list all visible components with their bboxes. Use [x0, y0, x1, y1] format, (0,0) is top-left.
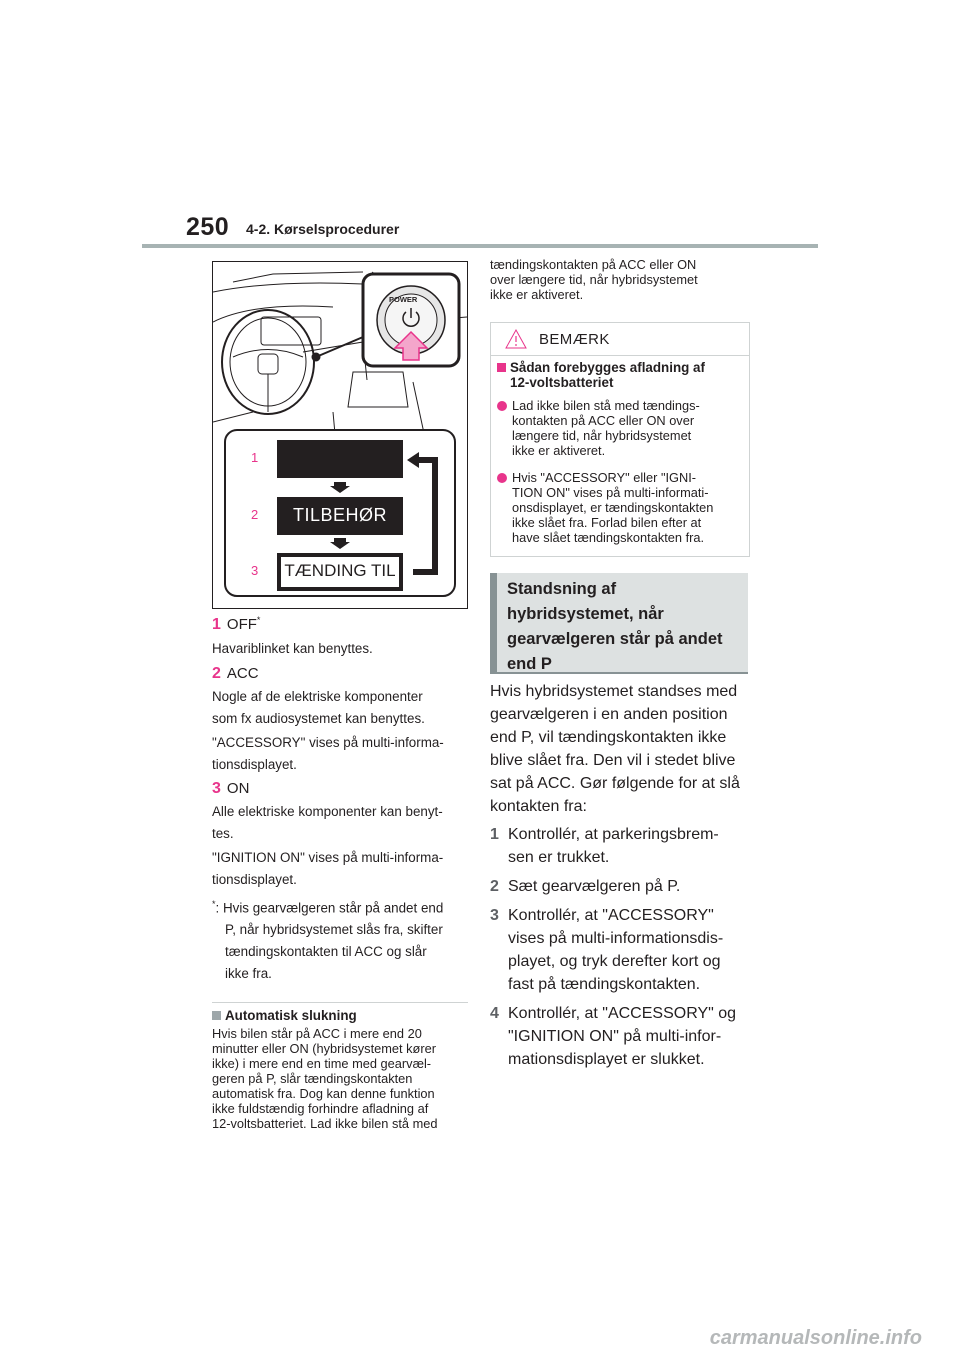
notice-label: BEMÆRK	[539, 330, 610, 348]
intro-line: gearvælgeren i en anden position	[490, 706, 728, 723]
mode-desc-line: Alle elektriske komponenter kan benyt-	[212, 804, 443, 819]
section-heading-text	[497, 573, 748, 681]
mode-desc-line: "IGNITION ON" vises på multi-informa-	[212, 850, 444, 865]
mode-desc-line: tes.	[212, 826, 234, 841]
auto-off-line: over længere tid, når hybridsystemet	[490, 272, 698, 287]
footnote-line: P, når hybridsystemet slås fra, skifter	[225, 922, 443, 938]
mode-desc-line: "ACCESSORY" vises på multi-informa-	[212, 735, 444, 750]
square-bullet-icon	[497, 363, 506, 372]
modes-list	[212, 615, 470, 1131]
footnote-line: ikke fra.	[225, 966, 272, 982]
notice-box	[490, 322, 750, 557]
heading-line: gearvælgeren står på andet	[507, 630, 723, 648]
footnote	[212, 894, 470, 984]
heading-line: hybridsystemet, når	[507, 605, 664, 623]
intro-line: Hvis hybridsystemet standses med	[490, 683, 738, 700]
mode-number: 1	[212, 616, 221, 633]
intro-line: blive slået fra. Den vil i stedet blive	[490, 752, 736, 769]
step-line: Kontrollér, at "ACCESSORY"	[508, 907, 714, 924]
notice-subtitle	[497, 360, 741, 390]
step-line: mationsdisplayet er slukket.	[508, 1051, 705, 1068]
notice-subtitle-line: 12-voltsbatteriet	[510, 375, 614, 390]
auto-off-line: tændingskontakten på ACC eller ON	[490, 257, 697, 272]
bullet-dot-icon	[497, 473, 507, 483]
step-item	[490, 823, 755, 869]
step-number: 4	[490, 1005, 499, 1022]
mode-label-ignition: TÆNDING TIL	[284, 561, 396, 580]
footer-watermark[interactable]: carmanualsonline.info	[709, 1327, 922, 1349]
footnote-marker: *	[212, 899, 216, 909]
auto-off-line: ikke) i mere end en time med gearvæl-	[212, 1056, 432, 1072]
step-number: 1	[490, 826, 499, 843]
mode-desc-line: tionsdisplayet.	[212, 872, 297, 887]
mode-number-2: 2	[251, 507, 259, 522]
intro-line: sat på ACC. Gør følgende for at slå	[490, 775, 740, 792]
mode-item-off	[212, 615, 470, 634]
notice-line: have slået tændingskontakten fra.	[512, 530, 705, 545]
intro-line: kontakten fra:	[490, 798, 587, 815]
power-label: POWER	[389, 295, 418, 304]
mode-desc-line: Nogle af de elektriske komponenter	[212, 689, 423, 704]
notice-line: ikke er aktiveret.	[512, 443, 606, 458]
step-item	[490, 875, 755, 898]
heading-line: Standsning af	[507, 580, 617, 598]
page-number: 250	[186, 213, 230, 241]
notice-line: Lad ikke bilen stå med tændings-	[512, 398, 700, 413]
square-bullet-icon	[212, 1011, 221, 1020]
section-title: 4-2. Kørselsprocedurer	[246, 221, 400, 237]
step-line: sen er trukket.	[508, 849, 610, 866]
stop-section-body	[490, 680, 755, 1071]
mode-title: ON	[226, 780, 250, 797]
mode-title: ACC	[226, 665, 259, 682]
footnote-line: tændingskontakten til ACC og slår	[225, 944, 427, 960]
dashboard-drawing	[213, 262, 467, 608]
step-line: Sæt gearvælgeren på P.	[508, 878, 681, 895]
notice-line: Hvis "ACCESSORY" eller "IGNI-	[512, 470, 697, 485]
warning-triangle-icon	[505, 329, 527, 349]
step-line: Kontrollér, at "ACCESSORY" og	[508, 1005, 737, 1022]
auto-off-title	[212, 1008, 470, 1023]
footnote-line: : Hvis gearvælgeren står på andet end	[215, 900, 444, 916]
notice-header	[491, 323, 749, 356]
mode-number: 2	[212, 665, 221, 682]
notice-line: TION ON" vises på multi-informati-	[512, 485, 709, 500]
step-line: playet, og tryk derefter kort og	[508, 953, 721, 970]
notice-subtitle-line: Sådan forebygges afladning af	[510, 360, 705, 375]
mode-item-on	[212, 780, 470, 798]
auto-off-body	[212, 1026, 470, 1131]
mode-number: 3	[212, 780, 221, 797]
mode-title: OFF	[226, 616, 257, 633]
intro-paragraph	[490, 680, 755, 818]
step-item	[490, 1002, 755, 1071]
divider	[212, 1002, 468, 1003]
notice-bullet	[497, 470, 741, 545]
notice-line: længere tid, når hybridsystemet	[512, 428, 692, 443]
auto-off-title-text: Automatisk slukning	[225, 1008, 357, 1024]
step-line: fast på tændingskontakten.	[508, 976, 701, 993]
bullet-dot-icon	[497, 401, 507, 411]
auto-off-line: automatisk fra. Dog kan denne funktion	[212, 1086, 435, 1102]
mode-label-accessory: TILBEHØR	[292, 505, 388, 525]
step-number: 3	[490, 907, 499, 924]
header-rule	[142, 244, 818, 248]
step-line: Kontrollér, at parkeringsbrem-	[508, 826, 719, 843]
auto-off-line: Hvis bilen står på ACC i mere end 20	[212, 1026, 422, 1042]
notice-line: ikke slået fra. Forlad bilen efter at	[512, 515, 702, 530]
step-line: "IGNITION ON" på multi-infor-	[508, 1028, 722, 1045]
notice-line: kontakten på ACC eller ON over	[512, 413, 695, 428]
notice-bullet	[497, 398, 741, 458]
step-item	[490, 904, 755, 996]
mode-number-3: 3	[251, 563, 259, 578]
mode-number-1: 1	[251, 450, 259, 465]
notice-line: onsdisplayet, er tændingskontakten	[512, 500, 714, 515]
auto-off-line: ikke er aktiveret.	[490, 287, 584, 302]
auto-off-line: 12-voltsbatteriet. Lad ikke bilen stå med	[212, 1116, 438, 1132]
step-number: 2	[490, 878, 499, 895]
heading-line: end P	[507, 655, 552, 673]
mode-item-acc	[212, 665, 470, 683]
intro-line: end P, vil tændingskontakten ikke	[490, 729, 727, 746]
section-heading	[490, 573, 748, 674]
mode-desc-line: som fx audiosystemet kan benyttes.	[212, 711, 425, 726]
mode-desc: Havariblinket kan benyttes.	[212, 641, 373, 656]
step-line: vises på multi-informationsdis-	[508, 930, 724, 947]
auto-off-line: ikke fuldstændig forhindre afladning af	[212, 1101, 429, 1117]
auto-off-continued	[490, 257, 750, 302]
mode-desc-line: tionsdisplayet.	[212, 757, 297, 772]
power-switch-illustration	[212, 261, 468, 609]
footnote-marker: *	[256, 615, 261, 625]
auto-off-line: minutter eller ON (hybridsystemet kører	[212, 1041, 436, 1057]
notice-body	[491, 356, 749, 545]
auto-off-line: geren på P, slår tændingskontakten	[212, 1071, 413, 1087]
